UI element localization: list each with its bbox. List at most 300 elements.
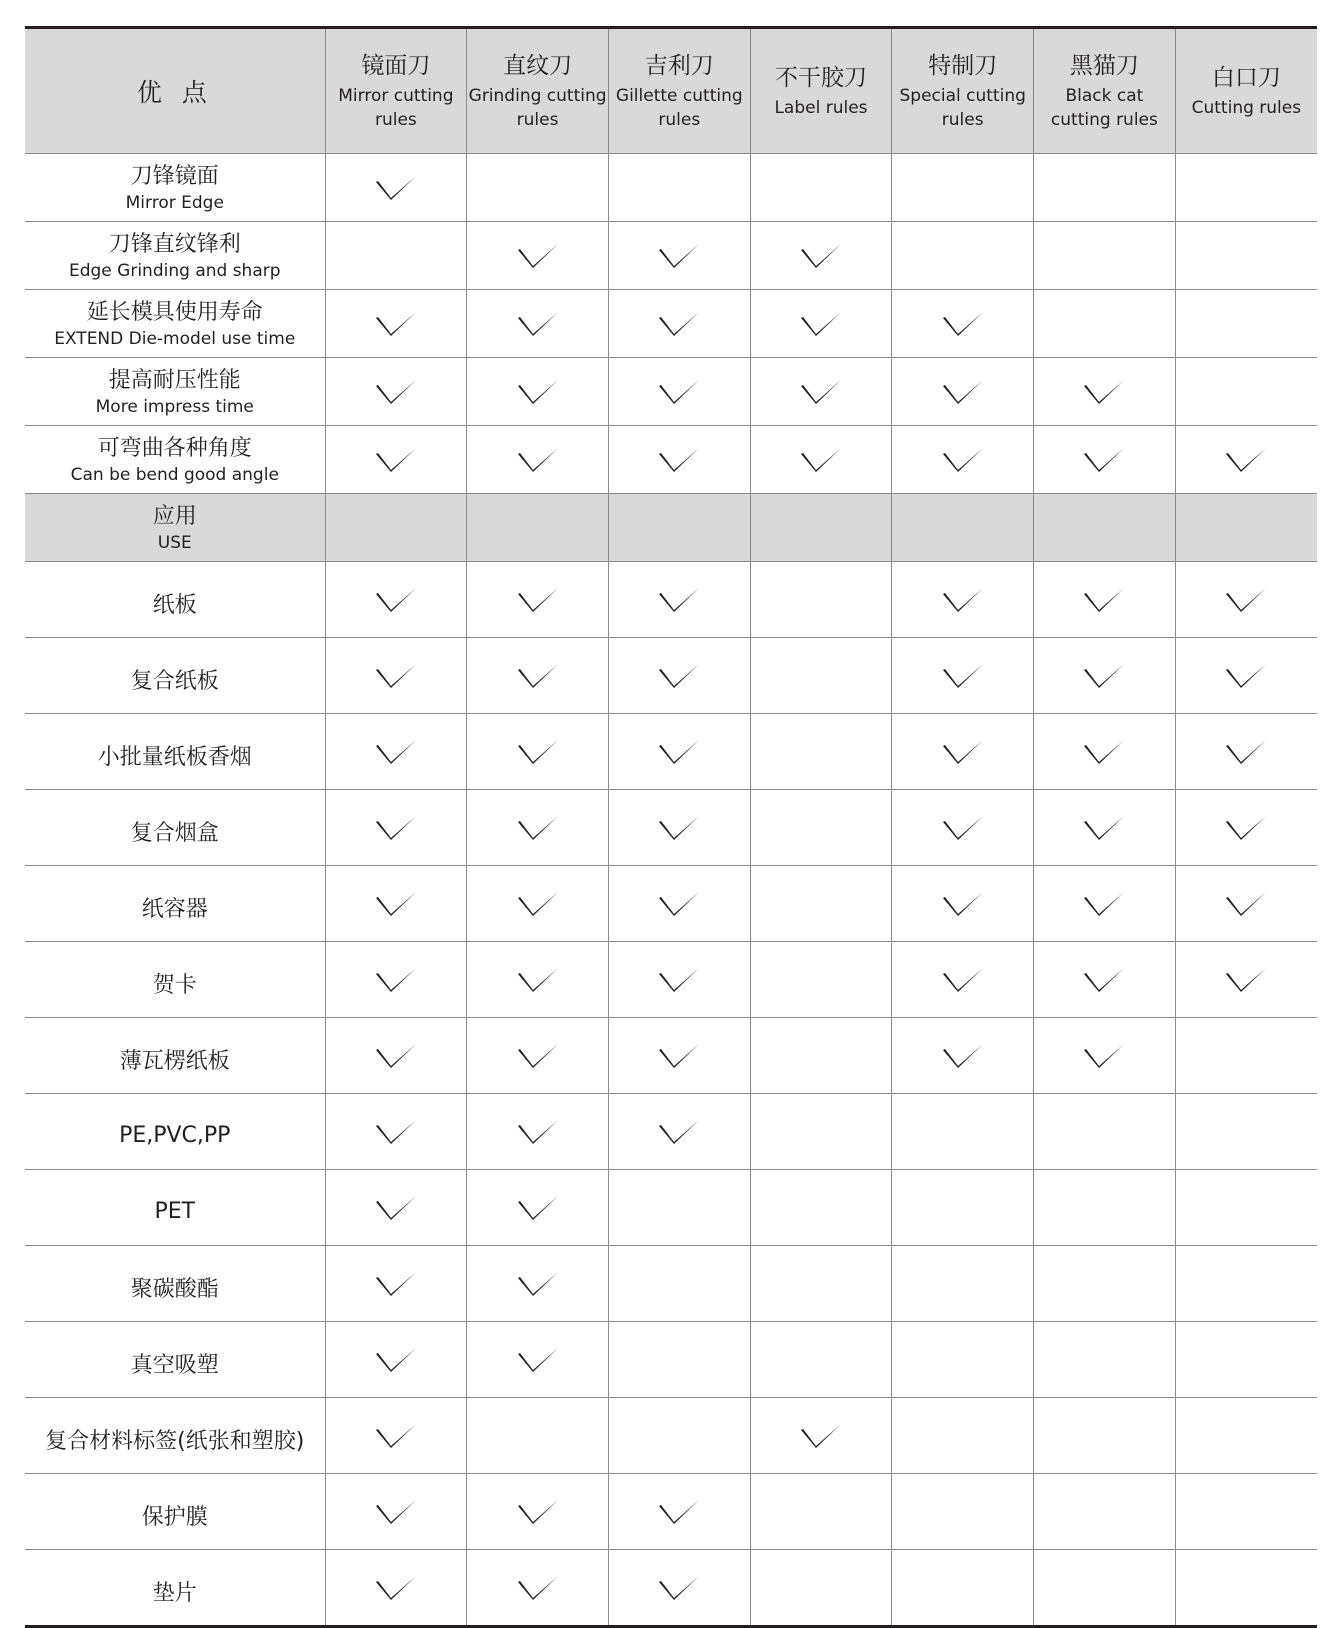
check-cell [325,638,467,714]
checkmark-icon [517,587,559,613]
empty-cell [608,1398,750,1474]
checkmark-icon [942,663,984,689]
advantages-body [25,154,1317,494]
check-cell [608,638,750,714]
check-cell [467,1094,609,1170]
check-cell [467,790,609,866]
column-header-cn: 白口刀 [1211,64,1281,91]
check-cell [608,942,750,1018]
use-label [25,866,325,942]
cutting-rules-comparison-table [25,26,1317,1628]
empty-cell [1034,1322,1176,1398]
check-cell [1034,426,1176,494]
checkmark-icon [800,1423,842,1449]
check-cell [467,1474,609,1550]
use-row [25,1094,1317,1170]
checkmark-icon [375,447,417,473]
use-label [25,1398,325,1474]
empty-cell [1175,1094,1317,1170]
use-label [25,1094,325,1170]
checkmark-icon [658,891,700,917]
check-cell [325,790,467,866]
checkmark-icon [1083,815,1125,841]
column-header-en: Grinding cutting rules [468,85,607,130]
check-cell [1034,1018,1176,1094]
checkmark-icon [942,739,984,765]
column-header [1034,28,1176,154]
column-header-cn: 吉利刀 [644,52,714,79]
use-label-text: 垫片 [152,1581,197,1606]
check-cell [608,1474,750,1550]
checkmark-icon [517,967,559,993]
check-cell [467,1170,609,1246]
empty-cell [1175,222,1317,290]
empty-cell [892,1550,1034,1627]
column-header [892,28,1034,154]
checkmark-icon [658,1575,700,1601]
advantage-row [25,358,1317,426]
use-row [25,1550,1317,1627]
use-label [25,1018,325,1094]
advantage-label-en: Mirror Edge [125,192,224,213]
empty-cell [750,1018,892,1094]
check-cell [892,426,1034,494]
column-header-en: Gillette cutting rules [615,85,743,130]
advantage-label [25,154,325,222]
check-cell [1175,714,1317,790]
column-header-en: Cutting rules [1191,97,1302,118]
check-cell [467,1550,609,1627]
check-cell [467,1246,609,1322]
use-label-text: PE,PVC,PP [119,1123,231,1148]
use-row [25,942,1317,1018]
checkmark-icon [942,447,984,473]
advantages-header: 优 点 [25,28,325,154]
check-cell [1175,790,1317,866]
empty-cell [1034,1094,1176,1170]
use-label-text: 小批量纸板香烟 [97,745,252,770]
checkmark-icon [1083,1043,1125,1069]
advantage-label [25,222,325,290]
check-cell [1175,942,1317,1018]
checkmark-icon [800,379,842,405]
check-cell [1175,562,1317,638]
column-header-cn: 黑猫刀 [1069,52,1139,79]
checkmark-icon [517,311,559,337]
checkmark-icon [375,1271,417,1297]
checkmark-icon [942,815,984,841]
empty-cell [892,1170,1034,1246]
checkmark-icon [658,243,700,269]
use-label-text: 贺卡 [152,973,197,998]
check-cell [892,714,1034,790]
checkmark-icon [658,663,700,689]
checkmark-icon [1083,447,1125,473]
check-cell [1175,426,1317,494]
check-cell [750,358,892,426]
checkmark-icon [517,1575,559,1601]
check-cell [325,1474,467,1550]
checkmark-icon [375,1423,417,1449]
use-label-text: 复合材料标签(纸张和塑胶) [45,1429,305,1454]
empty-cell [467,154,609,222]
checkmark-icon [1225,967,1267,993]
use-label-text: 复合纸板 [130,669,219,694]
checkmark-icon [375,379,417,405]
checkmark-icon [658,447,700,473]
check-cell [892,790,1034,866]
check-cell [892,1018,1034,1094]
column-header [608,28,750,154]
advantage-row [25,154,1317,222]
checkmark-icon [1083,739,1125,765]
checkmark-icon [800,447,842,473]
checkmark-icon [1083,663,1125,689]
checkmark-icon [658,1119,700,1145]
use-label [25,1170,325,1246]
advantage-row [25,222,1317,290]
advantage-label-cn: 刀锋镜面 [130,163,219,189]
check-cell [325,714,467,790]
checkmark-icon [1225,587,1267,613]
check-cell [892,866,1034,942]
check-cell [750,222,892,290]
check-cell [325,1170,467,1246]
check-cell [1175,638,1317,714]
checkmark-icon [375,175,417,201]
use-row [25,1246,1317,1322]
empty-cell [1175,1474,1317,1550]
column-header [750,28,892,154]
checkmark-icon [517,1119,559,1145]
check-cell [608,562,750,638]
check-cell [608,1550,750,1627]
empty-cell [750,1550,892,1627]
use-row [25,1474,1317,1550]
check-cell [608,358,750,426]
checkmark-icon [375,663,417,689]
checkmark-icon [375,1195,417,1221]
check-cell [608,866,750,942]
check-cell [325,1018,467,1094]
empty-cell [467,1398,609,1474]
use-label-text: 纸容器 [141,897,208,922]
check-cell [325,1550,467,1627]
empty-cell [750,1170,892,1246]
check-cell [325,154,467,222]
empty-cell [1034,1398,1176,1474]
use-label [25,1322,325,1398]
column-header-cn: 直纹刀 [503,52,573,79]
advantage-label-en: EXTEND Die-model use time [54,328,296,349]
empty-cell [750,866,892,942]
check-cell [608,222,750,290]
checkmark-icon [375,967,417,993]
checkmark-icon [517,739,559,765]
checkmark-icon [658,379,700,405]
empty-cell [750,942,892,1018]
checkmark-icon [942,587,984,613]
column-header [1175,28,1317,154]
check-cell [467,290,609,358]
use-label [25,790,325,866]
use-label-text: 复合烟盒 [130,821,219,846]
check-cell [1034,562,1176,638]
empty-cell [1034,222,1176,290]
check-cell [467,1018,609,1094]
empty-cell [1034,154,1176,222]
checkmark-icon [800,243,842,269]
empty-cell [1175,358,1317,426]
empty-cell [750,790,892,866]
check-cell [892,942,1034,1018]
check-cell [325,1398,467,1474]
check-cell [1034,866,1176,942]
checkmark-icon [517,1195,559,1221]
advantage-label [25,358,325,426]
use-section-en: USE [157,532,192,553]
checkmark-icon [517,815,559,841]
advantage-label-en: Can be bend good angle [70,464,279,485]
use-section-cn: 应用 [152,503,197,529]
advantage-row [25,426,1317,494]
column-header [325,28,467,154]
checkmark-icon [375,891,417,917]
check-cell [325,290,467,358]
checkmark-icon [375,1043,417,1069]
checkmark-icon [658,587,700,613]
check-cell [750,426,892,494]
empty-cell [1034,1474,1176,1550]
checkmark-icon [1225,739,1267,765]
empty-cell [1175,1170,1317,1246]
empty-cell [892,1474,1034,1550]
empty-cell [750,1322,892,1398]
checkmark-icon [375,587,417,613]
empty-cell [1175,1398,1317,1474]
check-cell [892,638,1034,714]
checkmark-icon [517,243,559,269]
check-cell [325,866,467,942]
column-header-en: Special cutting rules [899,85,1026,130]
advantage-label [25,426,325,494]
use-label [25,942,325,1018]
use-label [25,1550,325,1627]
checkmark-icon [800,311,842,337]
check-cell [467,942,609,1018]
checkmark-icon [1083,967,1125,993]
checkmark-icon [1225,891,1267,917]
column-header-en: Mirror cutting rules [338,85,454,130]
advantage-label-cn: 刀锋直纹锋利 [108,231,241,257]
checkmark-icon [1083,587,1125,613]
checkmark-icon [375,815,417,841]
check-cell [325,562,467,638]
empty-cell [892,222,1034,290]
use-section-row [25,494,1317,562]
check-cell [325,1322,467,1398]
empty-cell [608,1170,750,1246]
checkmark-icon [517,663,559,689]
advantage-label-en: Edge Grinding and sharp [68,260,281,281]
checkmark-icon [658,739,700,765]
use-label-text: 聚碳酸酯 [130,1277,219,1302]
checkmark-icon [375,1575,417,1601]
empty-cell [608,1322,750,1398]
empty-cell [608,154,750,222]
use-label-text: PET [154,1199,196,1224]
advantage-label-cn: 可弯曲各种角度 [97,435,252,461]
empty-cell [1175,154,1317,222]
empty-cell [325,222,467,290]
advantage-label-en: More impress time [95,396,254,417]
use-row [25,638,1317,714]
header-row [25,28,1317,154]
uses-body [25,562,1317,1627]
checkmark-icon [517,1499,559,1525]
column-header-cn: 特制刀 [928,52,998,79]
check-cell [892,562,1034,638]
checkmark-icon [942,891,984,917]
empty-cell [892,1398,1034,1474]
empty-cell [750,562,892,638]
check-cell [1034,638,1176,714]
empty-cell [892,1094,1034,1170]
empty-cell [1175,1322,1317,1398]
checkmark-icon [1083,891,1125,917]
checkmark-icon [375,1347,417,1373]
checkmark-icon [375,1499,417,1525]
check-cell [608,714,750,790]
empty-cell [1175,1550,1317,1627]
check-cell [750,1398,892,1474]
use-row [25,714,1317,790]
checkmark-icon [517,379,559,405]
checkmark-icon [375,1119,417,1145]
use-label-text: 薄瓦楞纸板 [119,1049,230,1074]
advantage-row [25,290,1317,358]
checkmark-icon [375,311,417,337]
check-cell [467,426,609,494]
checkmark-icon [517,1043,559,1069]
advantage-label-cn: 延长模具使用寿命 [86,299,263,325]
checkmark-icon [658,967,700,993]
empty-cell [1034,1246,1176,1322]
check-cell [325,1094,467,1170]
check-cell [892,358,1034,426]
checkmark-icon [1225,815,1267,841]
check-cell [608,1018,750,1094]
advantage-label [25,290,325,358]
use-label [25,638,325,714]
check-cell [1175,866,1317,942]
empty-cell [1034,1170,1176,1246]
use-row [25,1018,1317,1094]
checkmark-icon [658,311,700,337]
check-cell [1034,942,1176,1018]
empty-cell [750,714,892,790]
checkmark-icon [517,1271,559,1297]
check-cell [750,290,892,358]
checkmark-icon [658,1043,700,1069]
empty-cell [892,1322,1034,1398]
use-label-text: 保护膜 [141,1505,208,1530]
checkmark-icon [1225,447,1267,473]
checkmark-icon [658,1499,700,1525]
empty-cell [750,154,892,222]
advantage-label-cn: 提高耐压性能 [108,367,241,393]
use-section-label [25,494,325,562]
empty-cell [750,1094,892,1170]
empty-cell [1175,1246,1317,1322]
check-cell [467,866,609,942]
check-cell [467,562,609,638]
column-header-en: Black cat cutting rules [1050,85,1158,130]
empty-cell [892,154,1034,222]
check-cell [325,426,467,494]
check-cell [608,790,750,866]
empty-cell [750,1246,892,1322]
check-cell [1034,790,1176,866]
empty-cell [1175,290,1317,358]
checkmark-icon [942,311,984,337]
checkmark-icon [658,815,700,841]
use-section-body [25,494,1317,562]
check-cell [467,714,609,790]
empty-cell [1034,1550,1176,1627]
check-cell [608,1094,750,1170]
checkmark-icon [375,739,417,765]
check-cell [467,358,609,426]
use-row [25,1398,1317,1474]
use-label [25,1474,325,1550]
check-cell [325,1246,467,1322]
check-cell [892,290,1034,358]
use-row [25,1170,1317,1246]
empty-cell [608,1246,750,1322]
column-header-en: Label rules [774,97,868,118]
use-row [25,562,1317,638]
checkmark-icon [942,1043,984,1069]
empty-cell [750,638,892,714]
checkmark-icon [517,447,559,473]
checkmark-icon [1083,379,1125,405]
check-cell [467,222,609,290]
empty-cell [1175,1018,1317,1094]
use-row [25,866,1317,942]
column-header-cn: 不干胶刀 [774,64,867,91]
check-cell [608,426,750,494]
check-cell [608,290,750,358]
checkmark-icon [517,891,559,917]
checkmark-icon [942,967,984,993]
empty-cell [750,1474,892,1550]
use-label [25,714,325,790]
check-cell [467,638,609,714]
use-label [25,1246,325,1322]
checkmark-icon [517,1347,559,1373]
check-cell [467,1322,609,1398]
empty-cell [892,1246,1034,1322]
check-cell [1034,714,1176,790]
check-cell [1034,358,1176,426]
use-row [25,790,1317,866]
use-label-text: 纸板 [152,593,197,618]
use-label-text: 真空吸塑 [130,1353,219,1378]
column-header-cn: 镜面刀 [361,52,431,79]
check-cell [325,942,467,1018]
checkmark-icon [1225,663,1267,689]
